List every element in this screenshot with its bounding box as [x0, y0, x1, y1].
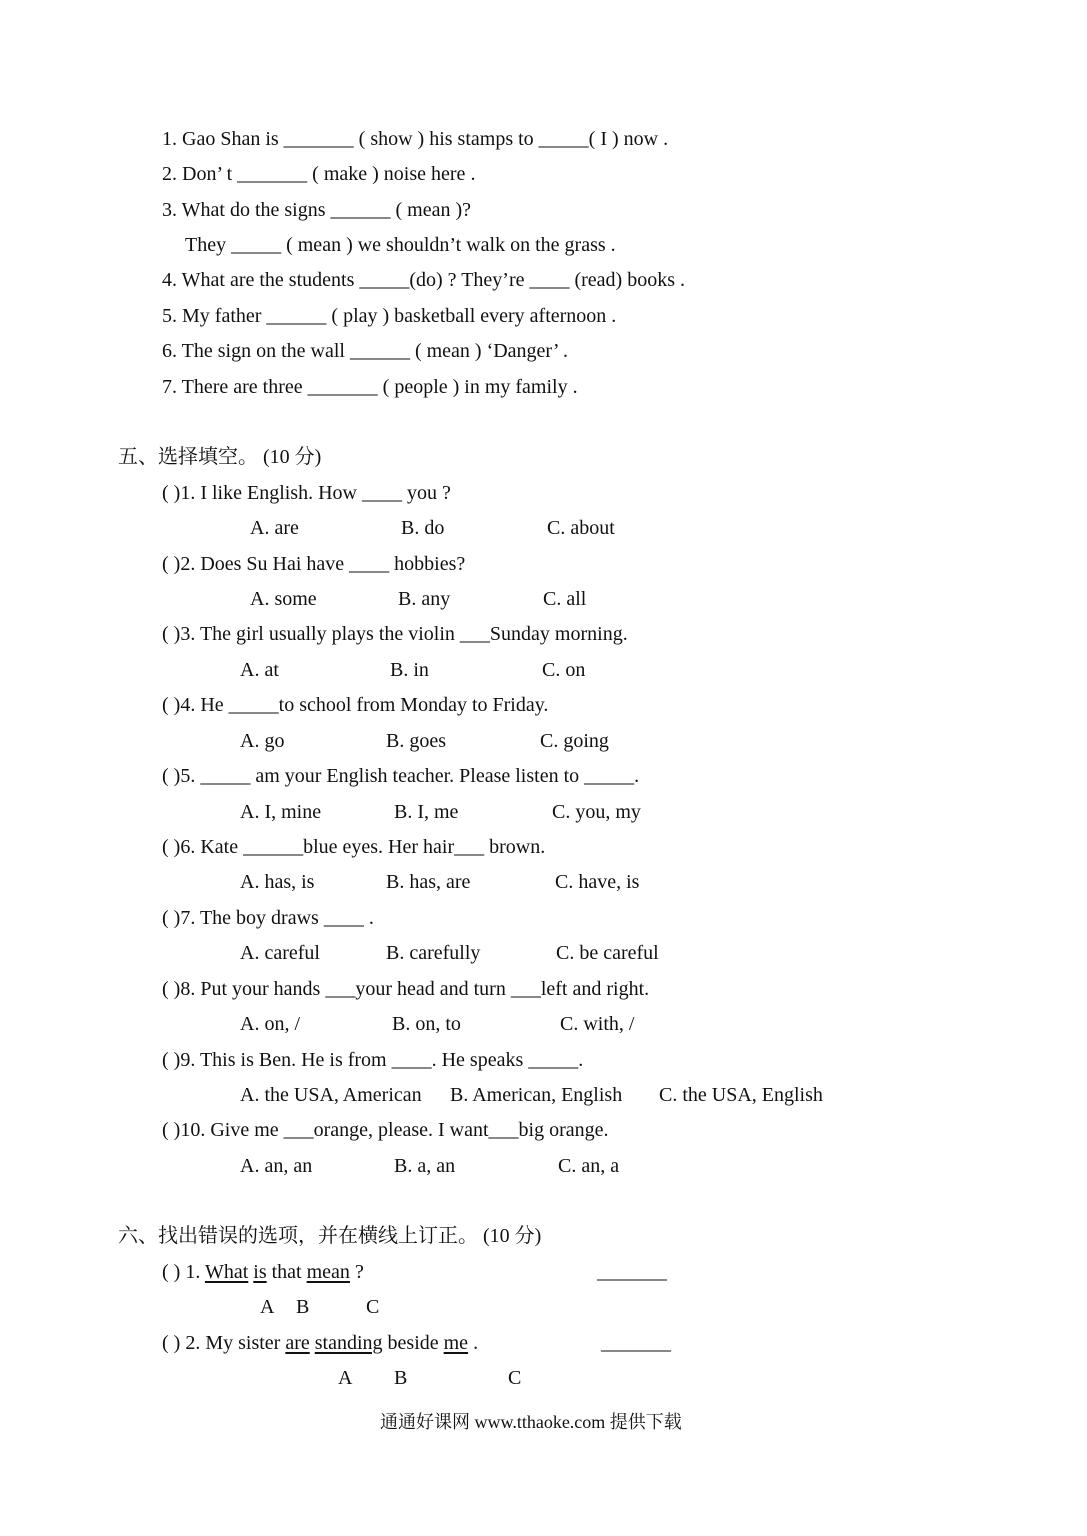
s5-q10-option-b: B. a, an	[394, 1155, 456, 1177]
s5-q7-option-c: C. be careful	[556, 942, 659, 964]
s6-q2-answer-blank: _______	[601, 1332, 671, 1354]
s6-q2-word-mid: beside	[387, 1332, 439, 1354]
s6-q1-label-c: C	[366, 1296, 380, 1318]
s5-q4-option-a: A. go	[240, 730, 285, 752]
s5-q9-option-a: A. the USA, American	[240, 1084, 422, 1106]
s5-q6-option-b: B. has, are	[386, 871, 471, 893]
s6-q2-pre: My sister	[205, 1332, 281, 1354]
s5-q1-option-c: C. about	[547, 517, 615, 539]
footer-source: 通通好课网 www.tthaoke.com 提供下载	[380, 1412, 682, 1432]
s4-item-3: 3. What do the signs ______ ( mean )?	[162, 199, 472, 221]
s5-q8-option-c: C. with, /	[560, 1013, 635, 1035]
s5-q8-stem: ( )8. Put your hands ___your head and turn ___left and right.	[162, 978, 650, 1000]
s4-item-3b: They _____ ( mean ) we shouldn’t walk on the grass .	[185, 234, 616, 256]
s5-q5-option-c: C. you, my	[552, 801, 641, 823]
s6-q1-word-b: is	[253, 1261, 267, 1283]
s6-q1-end: ?	[354, 1261, 364, 1283]
s5-q1-option-a: A. are	[250, 517, 299, 539]
s5-q5-option-a: A. I, mine	[240, 801, 322, 823]
s6-q1-label-a: A	[260, 1296, 275, 1318]
s6-q2-label-a: A	[338, 1367, 353, 1389]
s5-q1-option-b: B. do	[401, 517, 445, 539]
s6-q1-label-b: B	[296, 1296, 310, 1318]
s4-item-1: 1. Gao Shan is _______ ( show ) his stamps to _____( I ) now .	[162, 128, 669, 150]
s4-item-2: 2. Don’ t _______ ( make ) noise here .	[162, 163, 476, 185]
s6-q2-end: .	[473, 1332, 479, 1354]
s6-q1-word-c: mean	[306, 1261, 350, 1283]
s5-q7-option-b: B. carefully	[386, 942, 481, 964]
s5-q3-stem: ( )3. The girl usually plays the violin ___Sunday morning.	[162, 623, 628, 645]
s5-q5-option-b: B. I, me	[394, 801, 459, 823]
s5-q8-option-b: B. on, to	[392, 1013, 461, 1035]
section6-title: 六、找出错误的选项，并在横线上订正。 (10 分)	[118, 1225, 542, 1247]
s5-q2-option-a: A. some	[250, 588, 317, 610]
s5-q7-option-a: A. careful	[240, 942, 320, 964]
s5-q5-stem: ( )5. _____ am your English teacher. Please listen to _____.	[162, 765, 640, 787]
s5-q6-stem: ( )6. Kate ______blue eyes. Her hair___ brown.	[162, 836, 546, 858]
s6-q1-sentence	[162, 1260, 364, 1284]
s5-q2-option-b: B. any	[398, 588, 451, 610]
s5-q3-option-a: A. at	[240, 659, 279, 681]
s5-q7-stem: ( )7. The boy draws ____ .	[162, 907, 374, 929]
s5-q3-option-c: C. on	[542, 659, 586, 681]
s6-q2-word-b: standing	[314, 1332, 383, 1354]
section5-title: 五、选择填空。 (10 分)	[118, 446, 322, 468]
s5-q4-option-b: B. goes	[386, 730, 446, 752]
s5-q9-option-c: C. the USA, English	[659, 1084, 823, 1106]
s5-q2-option-c: C. all	[543, 588, 587, 610]
s4-item-4: 4. What are the students _____(do) ? They’re ____ (read) books .	[162, 269, 685, 291]
s6-q1-word-a: What	[204, 1261, 249, 1283]
s4-item-7: 7. There are three _______ ( people ) in my family .	[162, 376, 578, 398]
s5-q2-stem: ( )2. Does Su Hai have ____ hobbies?	[162, 553, 466, 575]
s6-q2-paren: ( ) 2.	[162, 1332, 201, 1354]
s4-item-5: 5. My father ______ ( play ) basketball every afternoon .	[162, 305, 617, 327]
s6-q2-sentence	[162, 1331, 478, 1355]
s5-q1-stem: ( )1. I like English. How ____ you ?	[162, 482, 451, 504]
s5-q10-option-a: A. an, an	[240, 1155, 313, 1177]
s6-q2-label-b: B	[394, 1367, 408, 1389]
s5-q6-option-a: A. has, is	[240, 871, 315, 893]
s6-q1-answer-blank: _______	[597, 1261, 667, 1283]
s5-q6-option-c: C. have, is	[555, 871, 640, 893]
s5-q8-option-a: A. on, /	[240, 1013, 300, 1035]
s5-q9-stem: ( )9. This is Ben. He is from ____. He speaks _____.	[162, 1049, 584, 1071]
s6-q1-word-mid: that	[271, 1261, 302, 1283]
s5-q9-option-b: B. American, English	[450, 1084, 623, 1106]
s5-q4-stem: ( )4. He _____to school from Monday to Friday.	[162, 694, 549, 716]
s4-item-6: 6. The sign on the wall ______ ( mean ) ‘Danger’ .	[162, 340, 569, 362]
s5-q10-stem: ( )10. Give me ___orange, please. I want___big orange.	[162, 1119, 609, 1141]
s6-q2-word-a: are	[285, 1332, 310, 1354]
s6-q1-paren: ( ) 1.	[162, 1261, 201, 1283]
s5-q4-option-c: C. going	[540, 730, 609, 752]
s5-q3-option-b: B. in	[390, 659, 429, 681]
s6-q2-label-c: C	[508, 1367, 522, 1389]
s6-q2-word-c: me	[443, 1332, 469, 1354]
s5-q10-option-c: C. an, a	[558, 1155, 620, 1177]
